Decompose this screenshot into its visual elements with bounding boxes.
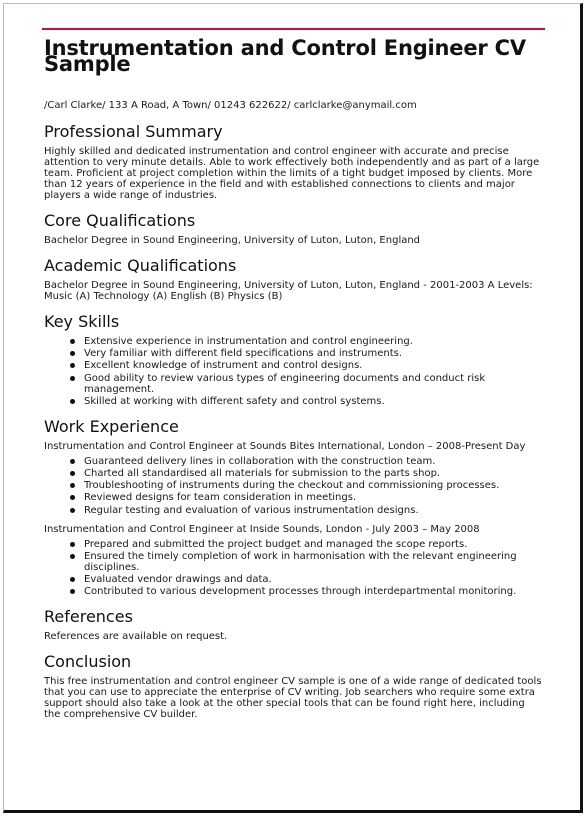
bullet-icon <box>70 508 75 513</box>
work-experience-heading: Work Experience <box>44 416 179 436</box>
summary-heading: Professional Summary <box>44 122 223 141</box>
core-qualifications-text: Bachelor Degree in Sound Engineering, University of Luton, Luton, England <box>44 235 421 246</box>
accent-rule <box>42 28 545 30</box>
references-heading: References <box>44 607 133 627</box>
list-item: Good ability to review various types of engineering documents and conduct risk management. <box>84 373 544 395</box>
job-title: Instrumentation and Control Engineer at Sounds Bites International, London – 2008-Present Day <box>44 440 526 452</box>
academic-qualifications-text: Bachelor Degree in Sound Engineering, University of Luton, Luton, England - 2001-2003 A Levels: Music (A) Technology (A) English (B) Physics (B) <box>44 280 533 302</box>
academic-qualifications-heading: Academic Qualifications <box>44 256 237 275</box>
list-item: Ensured the timely completion of work in harmonisation with the relevant engineering disciplines. <box>84 551 544 573</box>
bullet-icon <box>70 589 75 594</box>
bullet-icon <box>70 471 75 476</box>
bullet-icon <box>70 351 75 356</box>
document-title: Instrumentation and Control Engineer CV Sample <box>44 36 526 76</box>
list-item: Reviewed designs for team consideration in meetings. <box>84 492 544 503</box>
conclusion-heading: Conclusion <box>44 652 132 672</box>
bullet-icon <box>70 399 75 404</box>
bullet-icon <box>70 495 75 500</box>
bullet-icon <box>70 339 75 344</box>
contact-line: /Carl Clarke/ 133 A Road, A Town/ 01243 622622/ carlclarke@anymail.com <box>44 100 417 111</box>
core-qualifications-heading: Core Qualifications <box>44 211 196 230</box>
key-skills-list <box>44 336 544 407</box>
references-text: References are available on request. <box>44 631 228 643</box>
job-duties-list <box>44 456 544 516</box>
cv-body <box>44 36 544 721</box>
bullet-icon <box>70 542 75 547</box>
job-duties-list <box>44 539 544 598</box>
list-item: Skilled at working with different safety and control systems. <box>84 396 544 407</box>
job-title: Instrumentation and Control Engineer at Inside Sounds, London - July 2003 – May 2008 <box>44 523 480 535</box>
bullet-icon <box>70 554 75 559</box>
list-item: Contributed to various development processes through interdepartmental monitoring. <box>84 586 544 597</box>
bullet-icon <box>70 577 75 582</box>
bullet-icon <box>70 363 75 368</box>
list-item: Extensive experience in instrumentation and control engineering. <box>84 336 544 347</box>
list-item: Very familiar with different field specifications and instruments. <box>84 348 544 359</box>
list-item: Evaluated vendor drawings and data. <box>84 574 544 585</box>
list-item: Excellent knowledge of instrument and control designs. <box>84 360 544 371</box>
list-item: Charted all standardised all materials for submission to the parts shop. <box>84 468 544 479</box>
list-item: Prepared and submitted the project budget and managed the scope reports. <box>84 539 544 550</box>
list-item: Regular testing and evaluation of various instrumentation designs. <box>84 505 544 516</box>
summary-text: Highly skilled and dedicated instrumentation and control engineer with accurate and precise attention to very minute details. Able to work effectively both independently and as part of a large team. Proficient at project completion within the limits of a tight budget imposed by clients. More than 12 years of experience in the field and with established connections to clients and major players a wide range of industries. <box>44 146 540 201</box>
bullet-icon <box>70 459 75 464</box>
conclusion-text: This free instrumentation and control engineer CV sample is one of a wide range of dedicated tools that you can use to appreciate the enterprise of CV writing. Job searchers who require some extra support should also take a look at the other special tools that can be found right here, including the comprehensive CV builder. <box>44 676 542 721</box>
bullet-icon <box>70 483 75 488</box>
key-skills-heading: Key Skills <box>44 312 120 331</box>
list-item: Guaranteed delivery lines in collaboration with the construction team. <box>84 456 544 467</box>
list-item: Troubleshooting of instruments during the checkout and commissioning processes. <box>84 480 544 491</box>
bullet-icon <box>70 376 75 381</box>
